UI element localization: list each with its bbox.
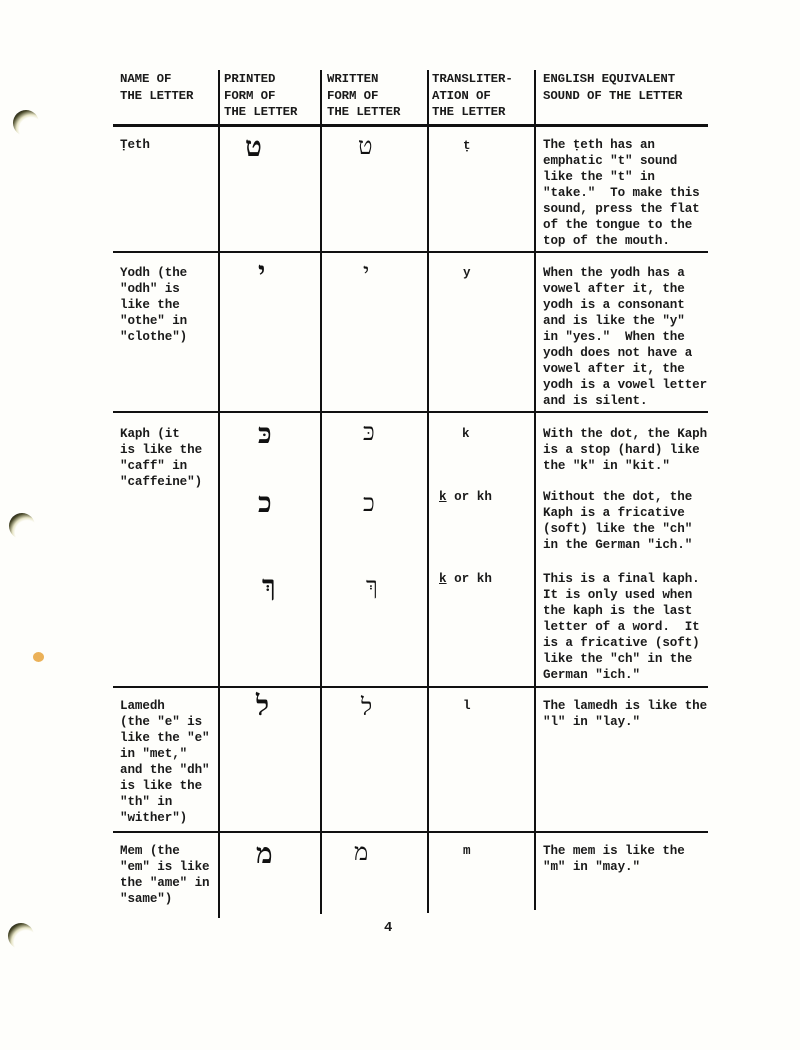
translit-kaph-dagesh [462, 426, 470, 442]
translit-kaph [439, 489, 492, 505]
translit-rest: or kh [446, 572, 492, 586]
letter-name-teth: Ṭeth [120, 138, 150, 152]
english-kaph: Without the dot, the Kaph is a fricative (soft) like the "ch" in the German "ich." [543, 490, 693, 552]
letter-name-yodh: Yodh (the "odh" is like the "othe" in "clothe") [120, 266, 188, 344]
header-name: NAME OF THE LETTER [120, 72, 194, 103]
printed-mem: מ [256, 837, 273, 870]
english-lamedh: The lamedh is like the "l" in "lay." [543, 699, 708, 729]
printed-kaph-dagesh: כּ [258, 417, 272, 450]
column-divider [218, 70, 220, 918]
translit-main: k [439, 490, 447, 504]
translit-teth: ṭ [463, 139, 471, 153]
header-printed: PRINTED FORM OF THE LETTER [224, 72, 298, 119]
translit-mem: m [463, 844, 471, 858]
header-english: ENGLISH EQUIVALENT SOUND OF THE LETTER [543, 72, 683, 103]
english-teth: The ṭeth has an emphatic "t" sound like the "t" in "take." To make this sound, press the flat of the tongue to the top of the mouth. [543, 138, 700, 248]
letter-name-kaph: Kaph (it is like the "caff" in "caffeine") [120, 427, 203, 489]
row-divider [113, 831, 708, 833]
written-kaph: כ [363, 489, 375, 517]
letter-name-mem: Mem (the "em" is like the "ame" in "same") [120, 844, 210, 906]
printed-final-kaph: ךְ [262, 569, 276, 602]
english-mem: The mem is like the "m" in "may." [543, 844, 685, 874]
row-divider [113, 411, 708, 413]
printed-yodh: י [258, 255, 266, 288]
row-divider [113, 686, 708, 688]
column-divider [427, 70, 429, 913]
letter-name-lamedh: Lamedh (the "e" is like the "e" in "met," and the "dh" is like the "th" in "wither") [120, 699, 210, 825]
english-final-kaph: This is a final kaph. It is only used when the kaph is the last letter of a word. It is a fricative (soft) like the "ch" in the German "ich." [543, 572, 700, 682]
written-yodh: י [363, 258, 370, 286]
translit-final-kaph [439, 571, 492, 587]
hole-punch-bottom [8, 923, 34, 949]
english-kaph-dagesh: With the dot, the Kaph is a stop (hard) like the "k" in "kit." [543, 427, 708, 473]
column-divider [534, 70, 536, 910]
written-kaph-dagesh: כּ [363, 418, 375, 446]
written-mem: מ [354, 838, 369, 866]
header-rule [113, 124, 708, 127]
paper-stain [33, 652, 44, 662]
header-transliteration: TRANSLITER- ATION OF THE LETTER [432, 72, 513, 119]
hole-punch-middle [9, 513, 35, 539]
english-yodh: When the yodh has a vowel after it, the yodh is a consonant and is like the "y" in "yes." When the yodh does not have a vowel after it, the yodh is a vowel letter and is silent. [543, 266, 708, 408]
page-number: 4 [384, 920, 393, 936]
printed-teth: ט [245, 130, 262, 163]
translit-yodh: y [463, 266, 471, 280]
translit-main: k [439, 572, 447, 586]
hole-punch-top [13, 110, 39, 136]
written-lamedh: ל [361, 693, 373, 721]
header-written: WRITTEN FORM OF THE LETTER [327, 72, 401, 119]
column-divider [320, 70, 322, 914]
written-final-kaph: ךְ [366, 572, 378, 600]
printed-kaph: כ [258, 486, 272, 519]
translit-lamedh: l [463, 699, 471, 713]
printed-lamedh: ל [256, 689, 270, 722]
written-teth: ט [358, 132, 373, 160]
row-divider [113, 251, 708, 253]
translit-rest: or kh [446, 490, 492, 504]
translit-main: k [462, 427, 470, 441]
